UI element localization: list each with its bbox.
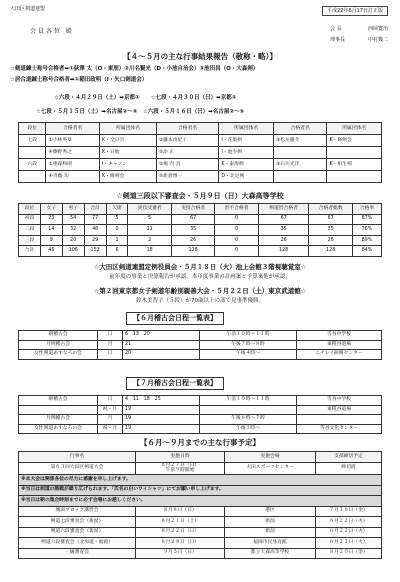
table-row — [19, 517, 382, 528]
cell: ８月８日（日） — [136, 506, 225, 517]
table-row — [19, 246, 382, 257]
cell — [273, 171, 327, 183]
cell: 都立大森高等学校 — [225, 548, 316, 559]
table-row — [19, 331, 382, 341]
cell: 35 — [258, 225, 309, 236]
june-schedule-title: 【６月稽古会日程一覧表】 — [126, 312, 224, 325]
officer-row — [330, 26, 388, 32]
cell: 5 — [106, 214, 128, 225]
table-row — [19, 506, 382, 517]
table-header-row — [19, 123, 382, 135]
cell — [297, 415, 382, 425]
cell: 東糀谷道場 — [297, 340, 382, 350]
cell: 雪谷文化センター — [297, 424, 382, 434]
cell — [327, 171, 382, 183]
cell: ③石川光洋 — [273, 159, 327, 171]
table-row — [19, 424, 382, 434]
revision-date: 平成22年6月17日訂正版 — [322, 6, 388, 16]
cell — [327, 147, 382, 159]
cell: 午前１０時～１１時 — [200, 396, 297, 406]
cell: 54 — [62, 214, 84, 225]
cell: 11 — [128, 225, 171, 236]
rank-cell: 六段 — [19, 159, 46, 171]
cell: 128 — [258, 246, 309, 257]
cell: ⑤新倉博一 — [156, 171, 219, 183]
table-row — [19, 396, 382, 406]
table-header-row — [19, 204, 382, 215]
cell: 祝・月 — [98, 424, 123, 434]
col-header: 実施会場 — [225, 452, 316, 463]
col-header: 所属団体名 — [100, 123, 157, 135]
cell: 剣道六段審査会（北海道・福岡） — [19, 538, 136, 549]
col-header: 実施日時 — [136, 452, 225, 463]
cell: 20 — [123, 350, 200, 360]
col-header: 形不合格者 — [215, 204, 258, 215]
cell: 14 — [40, 225, 62, 236]
cell: 月 — [98, 415, 123, 425]
cell: 午後７時～８時 — [200, 340, 297, 350]
cell: 朝稽古会 — [19, 331, 98, 341]
table-row — [19, 350, 382, 360]
cell: ８月２２日（日） — [136, 527, 225, 538]
table-row — [19, 135, 382, 147]
july-schedule-table — [18, 395, 382, 434]
women-tournament-note: 鈴木美智子（５段）が70歳以上の部で見事準優勝。 — [135, 298, 264, 304]
col-header: 支部締切予定 — [316, 452, 382, 463]
cell: 午後３時～ — [200, 424, 297, 434]
col-header: 合格者名 — [273, 123, 327, 135]
col-header: 実技合格者 — [171, 204, 214, 215]
cell: 0 — [106, 225, 128, 236]
cell: K・日航 — [100, 147, 157, 159]
table-row — [19, 405, 382, 415]
col-header: 段位 — [19, 204, 41, 215]
addressee: 会員各位 殿 — [30, 28, 74, 35]
cell: 祝・月 — [98, 405, 123, 415]
cell: 87% — [352, 214, 381, 225]
cell: 大田スポーツセンター — [225, 462, 316, 475]
cell: ④篠野秀之 — [46, 147, 100, 159]
col-header: 所属団体名 — [219, 123, 274, 135]
note-cell: ※本大会は関係各位の尽力に感謝を申し上げます。 — [19, 475, 382, 486]
col-header: 行事名 — [19, 452, 136, 463]
cell: 128 — [309, 246, 352, 257]
cell: 午後６時～７時 — [200, 415, 297, 425]
table-row — [19, 214, 382, 225]
cell: 港区 — [225, 506, 316, 517]
promotion-table — [18, 122, 382, 183]
cell: 67 — [171, 214, 214, 225]
col-header: 所属団体名 — [327, 123, 382, 135]
officer-role: 理事長 — [329, 37, 345, 44]
cell: 東糀谷道場 — [297, 405, 382, 415]
table-row — [19, 159, 382, 171]
cell: 初段 — [19, 214, 41, 225]
july-schedule-title: 【７月稽古会日程一覧表】 — [126, 377, 224, 390]
cell: 月例稽古会 — [19, 415, 98, 425]
cell: I・池少剣 — [219, 147, 274, 159]
cell: 合計 — [19, 246, 41, 257]
cell: 89% — [352, 235, 381, 246]
table-row — [19, 147, 382, 159]
col-header: 合格率 — [352, 204, 381, 215]
result-line: ☆六段・４月２９日（土）➡京都① ☆七段・４月３０日（日）➡京都① — [54, 95, 237, 101]
cell: 剣道六段審査会（新潟） — [19, 527, 136, 538]
section1-title: 【４～５月の主な行事結果報告（敬称・略）】 — [123, 52, 277, 61]
cell: 9 — [40, 235, 62, 246]
women-tournament-title: ☆第２回東京都女子剣道年齢別親善大会・５月２２日（土）東京武道館☆ — [93, 287, 307, 295]
cell: 二段 — [19, 225, 41, 236]
cell: I・キャノン — [100, 159, 157, 171]
org-name: 大田区剣道連盟 — [10, 6, 46, 12]
table-row — [19, 340, 382, 350]
cell: 雪谷中学校 — [297, 331, 382, 341]
cell: 日 — [98, 331, 123, 341]
rank-cell: 七段 — [19, 135, 46, 147]
cell: 0 — [215, 246, 258, 257]
cell: 84% — [352, 246, 381, 257]
cell: 19 — [123, 415, 200, 425]
cell: 0 — [215, 225, 258, 236]
cell — [273, 147, 327, 159]
cell: ①小林英章 — [46, 135, 100, 147]
rank-cell — [19, 147, 46, 159]
cell: ８月２８日（日） — [136, 538, 225, 549]
cell: 77 — [84, 214, 106, 225]
cell: ８月２１日（土） — [136, 517, 225, 528]
cell: 三段 — [19, 235, 41, 246]
table-row — [19, 538, 382, 549]
cell: 128 — [171, 246, 214, 257]
note-row — [19, 475, 382, 486]
col-header: 実技受審者 — [128, 204, 171, 215]
cell: 新潟 — [225, 517, 316, 528]
col-header: 女子 — [40, 204, 62, 215]
cell: 23 — [40, 214, 62, 225]
cell: 女性剣道あすなろの会 — [19, 350, 98, 360]
cell: 第６３回大田区剣道大会 — [19, 462, 136, 475]
plan-title: 【６月～９月までの主な行事予定】 — [140, 438, 260, 447]
board-meeting-title: ☆大田区剣道連盟定例役員会・５月１８日（火）池上会館３階視聴覚室☆ — [93, 263, 307, 271]
cell: 福岡市民体育館 — [225, 538, 316, 549]
cell: K・全日空 — [100, 135, 157, 147]
note-row — [19, 496, 382, 507]
plan-table — [18, 451, 382, 559]
cell: ９月５日（日） — [136, 548, 225, 559]
officers — [330, 26, 388, 49]
cell: ②藤本由紀子 — [156, 135, 219, 147]
col-header: 合計 — [84, 204, 106, 215]
cell: K・修剣会 — [100, 171, 157, 183]
note-cell: ※当日は剣道の熱戦が繰り広げられます。「氏名の白いワイシャツ」にてお願い申し上げます。 — [19, 485, 382, 496]
cell: 朝稽古会 — [19, 396, 98, 406]
cell: 日 — [98, 396, 123, 406]
note-cell: ※当日は朝の集合時刻までに必ず会場にお越しください。 — [19, 496, 382, 507]
section2-title: ☆剣道三段以下審査会・５月９日（日）大森高等学校 — [116, 192, 284, 200]
table-row — [19, 527, 382, 538]
col-header: 欠席 — [106, 204, 128, 215]
table-header-row — [19, 452, 382, 463]
table-row — [19, 225, 382, 236]
cell: 20 — [62, 235, 84, 246]
cell: K・修剣会 — [327, 135, 382, 147]
cell: 2 — [128, 235, 171, 246]
cell: 女性剣道あすなろの会 — [19, 424, 98, 434]
cell: 67 — [258, 214, 309, 225]
cell: K・相生剣 — [327, 159, 382, 171]
cell: 106 — [62, 246, 84, 257]
cell: 46 — [40, 246, 62, 257]
cell: ④斉藤 功 — [46, 171, 100, 183]
cell: ②堀 内 直 — [156, 159, 219, 171]
cell: D・北足剣 — [219, 171, 274, 183]
cell: 35 — [171, 225, 214, 236]
officer-name: 西岡寛治 — [367, 26, 388, 32]
table-row — [19, 171, 382, 183]
cell: 月例稽古会 — [19, 340, 98, 350]
cell: 1 — [106, 235, 128, 246]
cell: ①重森和則 — [46, 159, 100, 171]
table-row — [19, 415, 382, 425]
cell — [19, 405, 98, 415]
cell: 21 — [123, 340, 200, 350]
cell: ニチレイ研修センター — [297, 350, 382, 360]
cell: 32 — [62, 225, 84, 236]
cell: I・花巣剣 — [219, 135, 274, 147]
cell: ６月２７日（日） 午前９時開始 — [136, 462, 225, 475]
cell: 26 — [309, 235, 352, 246]
cell: 新潟 — [225, 527, 316, 538]
cell: 月 — [98, 340, 123, 350]
cell: 76% — [352, 225, 381, 236]
cell: 6 13 20 — [123, 331, 200, 341]
exam-results-table — [18, 203, 382, 257]
officer-row — [330, 37, 388, 43]
table-row — [19, 235, 382, 246]
cell: ６月２２日（火） — [316, 527, 382, 538]
cell: ８月２０日（金） — [316, 548, 382, 559]
result-line: ☆剣道錬士称号合格者➡①荻澤 太（O・東朋）②川名賢光（D・小池自治会）③池田昌（O・大森剣） — [10, 66, 259, 72]
col-header: 段位 — [19, 123, 46, 135]
cell: 152 — [84, 246, 106, 257]
cell: 67 — [309, 214, 352, 225]
cell: ③松岳優介 — [273, 135, 327, 147]
cell: ７月１６日（金） — [316, 506, 382, 517]
cell: ６月２２日（火） — [316, 517, 382, 528]
result-line: ☆居合道錬士称号合格者➡①稲田政明（I・矢口剣道会） — [10, 77, 148, 83]
officer-name: 中村幾二 — [367, 37, 388, 44]
cell: 日 — [98, 350, 123, 360]
board-meeting-note: 前年度の事業と決算報告が承認。本年度事業の計画案と予算案他が承認。 — [109, 274, 291, 280]
cell: 29 — [84, 235, 106, 246]
cell: 6 — [106, 246, 128, 257]
cell: 19 — [123, 405, 200, 415]
cell: 26 — [171, 235, 214, 246]
col-header: 男子 — [62, 204, 84, 215]
col-header: 合格者総数 — [309, 204, 352, 215]
table-row — [19, 548, 382, 559]
col-header: 合格者名 — [156, 123, 219, 135]
cell: 0 — [215, 235, 258, 246]
cell: 4 11 18 25 — [123, 396, 200, 406]
note-row — [19, 485, 382, 496]
cell: 城南ブロック講習会 — [19, 506, 136, 517]
table-row — [19, 462, 382, 475]
cell: 午前１０時～１１時 — [200, 331, 297, 341]
cell: 剣道七段審査会（新潟） — [19, 517, 136, 528]
officer-role: 会 長 — [329, 26, 342, 32]
col-header: 剣道形合格者 — [258, 204, 309, 215]
cell: ⑤添 正 — [156, 147, 219, 159]
cell: 26 — [258, 235, 309, 246]
cell: 18 — [128, 246, 171, 257]
cell — [200, 405, 297, 415]
cell: 雪谷中学校 — [297, 396, 382, 406]
cell: 締切済 — [316, 462, 382, 475]
cell: 19 — [123, 424, 200, 434]
cell: ６月２２日（火） — [316, 538, 382, 549]
cell: 46 — [84, 225, 106, 236]
june-schedule-table — [18, 330, 382, 360]
col-header: 合格者名 — [46, 123, 100, 135]
cell: 一級審査会 — [19, 548, 136, 559]
cell: 35 — [309, 225, 352, 236]
result-line: ☆七段・５月１５日（土）➡名古屋②～⑤ ☆六段・５月１６日（日）➡名古屋②～⑤ — [36, 109, 245, 115]
cell: K・東海剣 — [219, 159, 274, 171]
cell: 午後４時～ — [200, 350, 297, 360]
cell: 0 — [215, 214, 258, 225]
rank-cell — [19, 171, 46, 183]
cell: 5 — [128, 214, 171, 225]
